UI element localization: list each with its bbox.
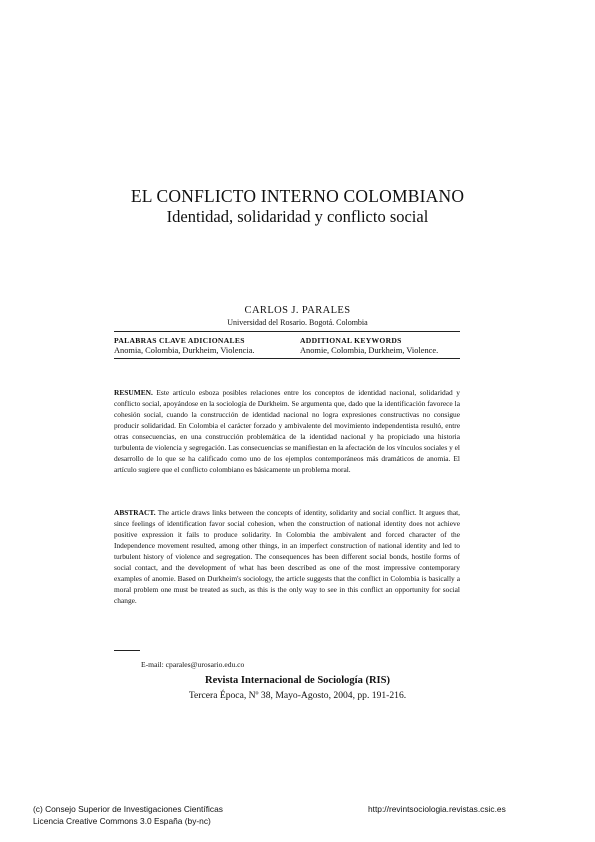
license-notice [33,803,223,827]
abstract-english-text: The article draws links between the concepts of identity, solidarity and social conflict. It argues that, since feelings of identification favor social cohesion, when the construction of national identity does not achieve positive expression it fails to produce solidarity. In Colombia the ambivalent and forced character of the Independence movement resulted, among other things, in an imperfect construction of national identity and led to turbulent history of violence and segregation. The consequences has been different social bonds, hostile forms of social contact, and the development of what has been described as one of the most impressive contemporary examples of anomie. Based on Durkheim's sociology, the article suggests that the conflict in Colombia is basically a moral problem one must be treated as such, as this is the only way to see in this conflict an opportunity for social change. [114,508,461,606]
abstract-spanish [114,387,460,475]
keywords-es-heading: PALABRAS CLAVE ADICIONALES [114,336,245,345]
article-subtitle: Identidad, solidaridad y conflicto social [166,207,429,226]
license-line: Licencia Creative Commons 3.0 España (by-nc) [33,816,211,826]
author-email: E-mail: cparales@urosario.edu.co [141,660,245,669]
keywords-bottom-rule [114,358,460,359]
copyright-line: (c) Consejo Superior de Investigaciones Científicas [33,804,223,814]
abstract-spanish-text: Este artículo esboza posibles relaciones entre los conceptos de identidad nacional, solidaridad y conflicto social, apoyándose en la sociología de Durkheim. Se argumenta que, dado que la identificación favorece la cohesión social, cuando la construcción de identidad nacional no logra expresiones constructivas no consigue producir solidaridad. En Colombia el carácter forzado y ambivalente del movimiento independentista resultó, entre otras consecuencias, en una construcción problemática de la identidad nacional y ha propiciado una historia turbulenta de violencia y segregación. Las consecuencias se manifiestan en la afectación de los vínculos sociales y el desarrollo de lo que se ha calificado como uno de los ejemplos contemporáneos más dramáticos de anomia. El artículo sugiere que el conflicto colombiano es básicamente un problema moral. [114,388,460,475]
keywords-top-rule [114,331,460,332]
keywords-en-list: Anomie, Colombia, Durkheim, Violence. [300,346,439,355]
abstract-spanish-label: RESUMEN. [114,388,153,397]
keywords-es-list: Anomia, Colombia, Durkheim, Violencia. [114,346,255,355]
footnote-rule [114,650,140,651]
journal-name: Revista Internacional de Sociología (RIS) [205,675,390,686]
journal-issue: Tercera Época, Nº 38, Mayo-Agosto, 2004, pp. 191-216. [188,690,407,701]
author-affiliation: Universidad del Rosario. Bogotá. Colombia [227,318,368,327]
author-name: CARLOS J. PARALES [244,305,351,316]
article-title: EL CONFLICTO INTERNO COLOMBIANO [130,186,465,206]
abstract-english-label: ABSTRACT. [114,508,156,517]
journal-url[interactable]: http://revintsociologia.revistas.csic.es [368,804,506,814]
keywords-en-heading: ADDITIONAL KEYWORDS [300,336,402,345]
abstract-english [114,507,460,606]
